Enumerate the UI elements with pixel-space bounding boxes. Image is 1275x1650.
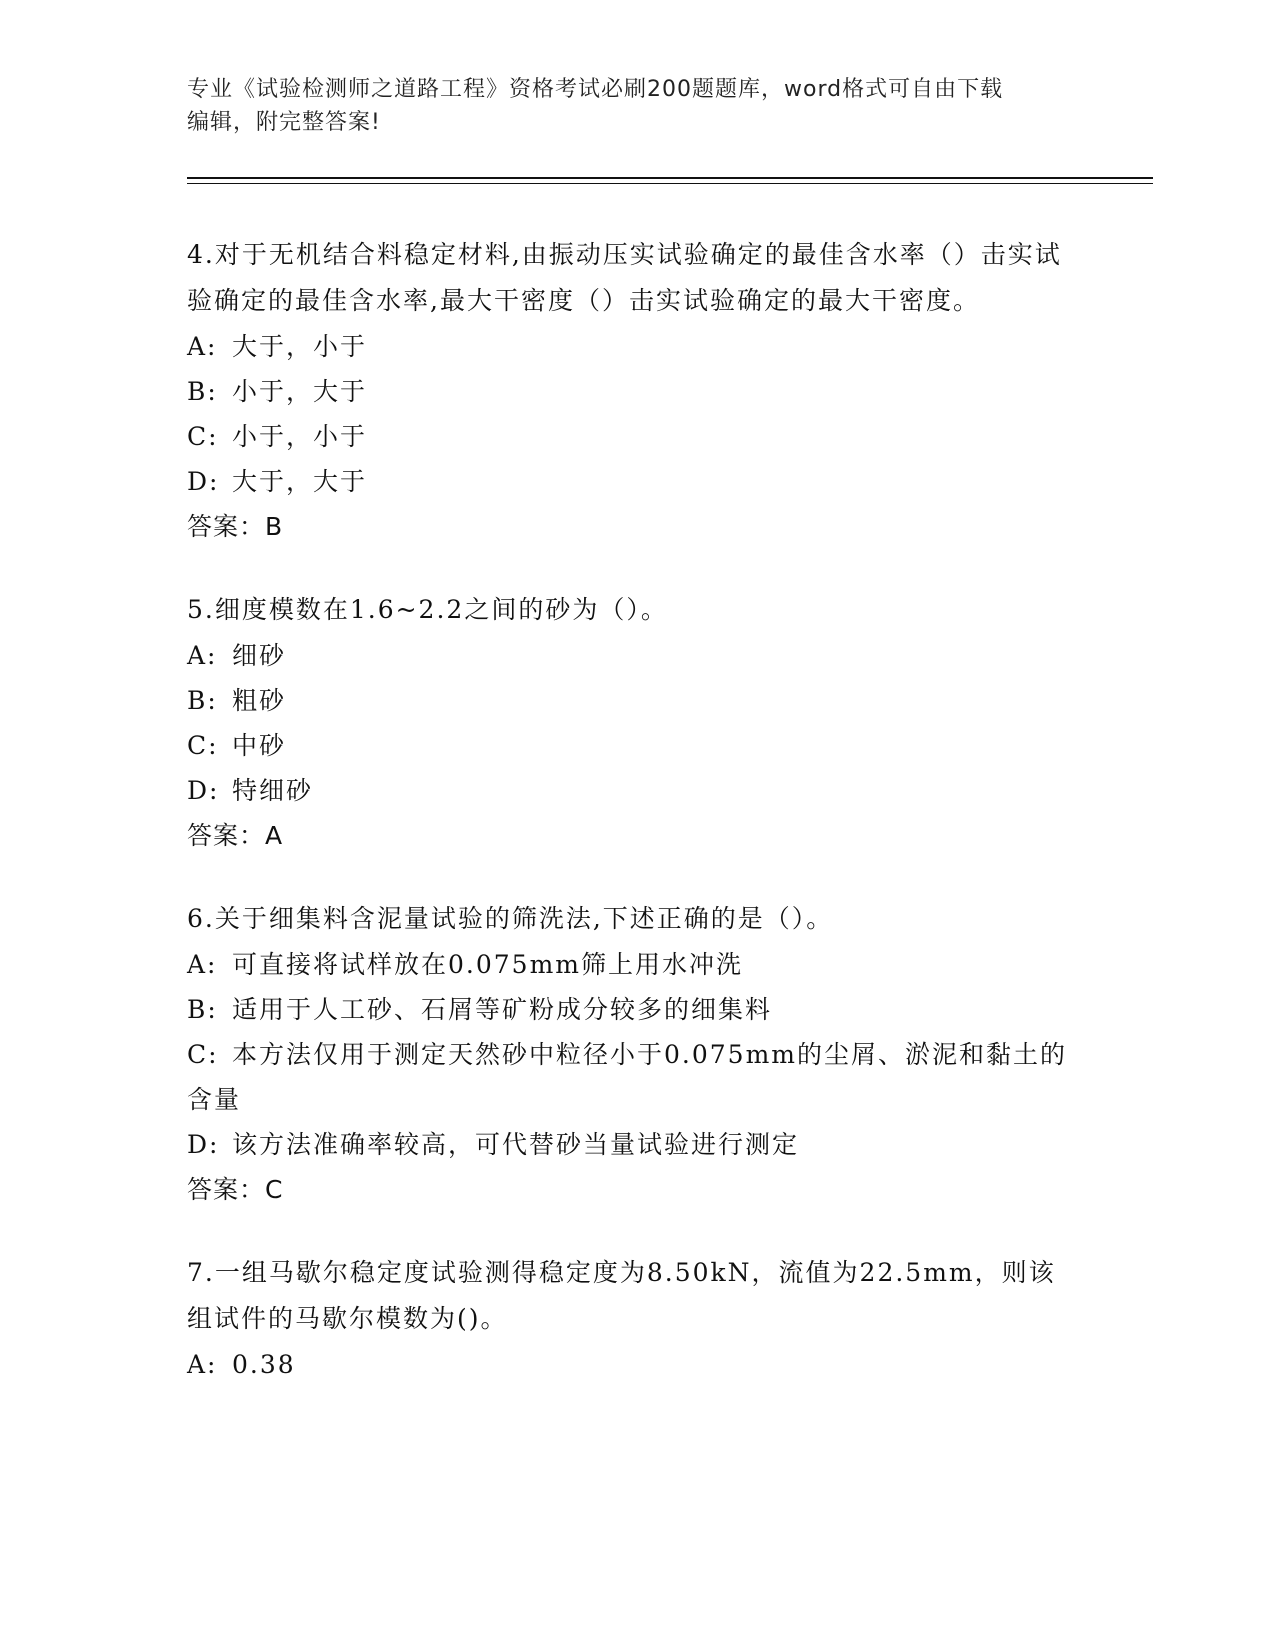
- option-a: [187, 942, 1077, 987]
- option-text: 本方法仅用于测定天然砂中粒径小于0.075mm的尘屑、淤泥和黏土的含量: [187, 1040, 1067, 1114]
- option-text: 细砂: [232, 641, 287, 670]
- option-label: A:: [187, 332, 218, 361]
- option-label: D:: [187, 776, 220, 805]
- option-label: D:: [187, 467, 220, 496]
- option-label: B:: [187, 377, 218, 406]
- document-header: [187, 73, 1087, 139]
- option-label: A:: [187, 950, 218, 979]
- answer: 答案：B: [187, 512, 284, 541]
- option-text: 适用于人工砂、石屑等矿粉成分较多的细集料: [232, 995, 773, 1024]
- option-text: 粗砂: [232, 686, 287, 715]
- question-6: [187, 896, 1077, 1213]
- option-b: [187, 369, 1077, 414]
- question-list: [187, 232, 1077, 1424]
- question-text: 6.关于细集料含泥量试验的筛洗法,下述正确的是（）。: [187, 904, 834, 933]
- option-c: [187, 1032, 1077, 1122]
- question-text: 7.一组马歇尔稳定度试验测得稳定度为8.50kN，流值为22.5mm，则该组试件的马歇尔模数为()。: [187, 1258, 1056, 1333]
- question-5: [187, 587, 1077, 859]
- option-text: 0.38: [232, 1350, 296, 1379]
- option-text: 大于，小于: [232, 332, 368, 361]
- option-text: 小于，小于: [232, 422, 368, 451]
- option-a: [187, 324, 1077, 369]
- option-b: [187, 678, 1077, 723]
- question-7: [187, 1250, 1077, 1387]
- option-text: 特细砂: [232, 776, 314, 805]
- option-label: C:: [187, 422, 219, 451]
- option-label: D:: [187, 1130, 220, 1159]
- option-text: 大于，大于: [232, 467, 368, 496]
- header-rule-thin: [187, 183, 1153, 184]
- answer: 答案：C: [187, 1175, 284, 1204]
- option-a: [187, 633, 1077, 678]
- option-label: B:: [187, 995, 218, 1024]
- header-rule-thick: [187, 177, 1153, 179]
- option-d: [187, 1122, 1077, 1167]
- option-label: C:: [187, 1040, 219, 1069]
- question-4: [187, 232, 1077, 550]
- header-line-1: 专业《试验检测师之道路工程》资格考试必刷200题题库，word格式可自由下载: [187, 77, 1004, 102]
- question-text: 4.对于无机结合料稳定材料,由振动压实试验确定的最佳含水率（）击实试验确定的最佳含水率,最大干密度（）击实试验确定的最大干密度。: [187, 240, 1062, 315]
- answer: 答案：A: [187, 821, 284, 850]
- option-label: A:: [187, 1350, 218, 1379]
- header-line-2: 编辑，附完整答案!: [187, 110, 381, 135]
- option-d: [187, 459, 1077, 504]
- option-d: [187, 768, 1077, 813]
- option-c: [187, 723, 1077, 768]
- option-label: B:: [187, 686, 218, 715]
- option-text: 该方法准确率较高，可代替砂当量试验进行测定: [232, 1130, 800, 1159]
- option-text: 中砂: [232, 731, 287, 760]
- option-text: 可直接将试样放在0.075mm筛上用水冲洗: [232, 950, 743, 979]
- option-a: [187, 1342, 1077, 1387]
- question-text: 5.细度模数在1.6~2.2之间的砂为（）。: [187, 595, 668, 624]
- option-label: A:: [187, 641, 218, 670]
- option-label: C:: [187, 731, 219, 760]
- option-c: [187, 414, 1077, 459]
- option-b: [187, 987, 1077, 1032]
- option-text: 小于，大于: [232, 377, 368, 406]
